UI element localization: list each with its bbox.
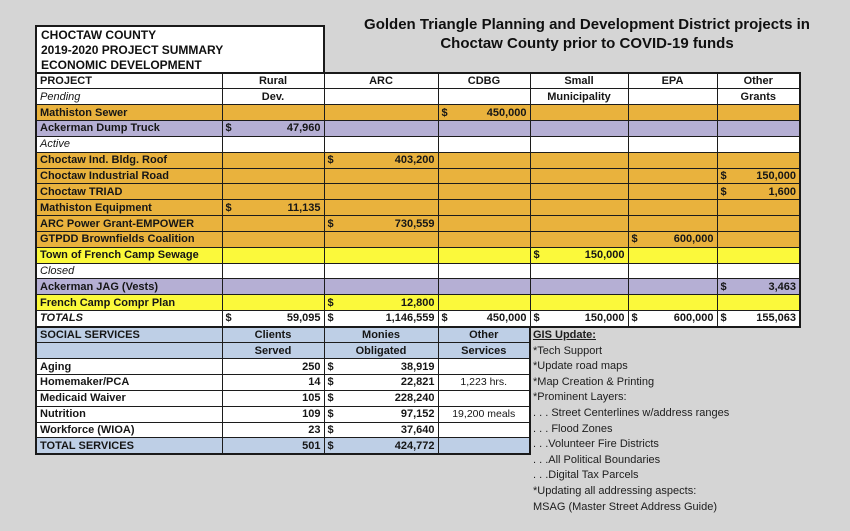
monies-obligated-cell	[324, 422, 438, 438]
column-subheader: Municipality	[530, 89, 628, 105]
amount-cell	[438, 121, 530, 137]
amount-cell	[530, 279, 628, 295]
column-subheader: Served	[222, 343, 324, 359]
amount-value: 150,000	[584, 312, 625, 325]
social-services-table	[35, 326, 531, 455]
amount-cell	[324, 121, 438, 137]
social-subheader-row	[36, 343, 530, 359]
monies-obligated-cell	[324, 359, 438, 375]
project-row	[36, 184, 800, 200]
amount-cell	[324, 216, 438, 232]
amount-value: 150,000	[584, 249, 625, 262]
column-subheader	[628, 89, 717, 105]
amount-value: 38,919	[400, 360, 435, 373]
amount-value: 3,463	[768, 280, 796, 293]
amount-cell	[438, 311, 530, 327]
amount-cell	[530, 263, 628, 279]
currency-symbol: $	[720, 185, 727, 198]
other-services-cell: 19,200 meals	[438, 406, 530, 422]
amount-cell	[438, 152, 530, 168]
social-row	[36, 406, 530, 422]
amount-value: 155,063	[756, 312, 796, 325]
project-name: Choctaw TRIAD	[36, 184, 222, 200]
column-header: Other	[717, 73, 800, 89]
amount-value: 600,000	[673, 233, 714, 246]
amount-cell	[324, 279, 438, 295]
currency-symbol: $	[327, 408, 334, 421]
gis-note-line: . . .Volunteer Fire Districts	[533, 438, 659, 451]
column-header: Monies	[324, 327, 438, 343]
social-row	[36, 375, 530, 391]
amount-cell	[530, 136, 628, 152]
summary-line-county: CHOCTAW COUNTY	[41, 28, 157, 42]
amount-value: 22,821	[400, 376, 435, 389]
currency-symbol: $	[327, 154, 334, 167]
amount-value: 1,600	[768, 185, 796, 198]
column-subheader	[438, 89, 530, 105]
monies-obligated-cell	[324, 406, 438, 422]
currency-symbol: $	[631, 312, 638, 325]
project-row	[36, 121, 800, 137]
amount-cell	[530, 295, 628, 311]
column-header: Other	[438, 327, 530, 343]
category-label: Active	[36, 136, 222, 152]
amount-cell	[324, 247, 438, 263]
column-subheader: Dev.	[222, 89, 324, 105]
amount-cell	[717, 136, 800, 152]
service-name: Medicaid Waiver	[36, 390, 222, 406]
project-name: Choctaw Industrial Road	[36, 168, 222, 184]
gis-note-line: . . . Street Centerlines w/address ranges	[533, 406, 730, 419]
project-row	[36, 200, 800, 216]
project-row	[36, 216, 800, 232]
amount-cell	[628, 311, 717, 327]
amount-cell	[717, 200, 800, 216]
column-subheader	[36, 343, 222, 359]
project-row	[36, 247, 800, 263]
amount-cell	[628, 184, 717, 200]
amount-cell	[438, 136, 530, 152]
monies-obligated-cell	[324, 375, 438, 391]
service-name: Workforce (WIOA)	[36, 422, 222, 438]
project-name: Ackerman JAG (Vests)	[36, 279, 222, 295]
summary-line-section: ECONOMIC DEVELOPMENT	[41, 58, 202, 72]
amount-cell	[222, 136, 324, 152]
amount-cell	[717, 152, 800, 168]
amount-cell	[717, 105, 800, 121]
amount-cell	[222, 263, 324, 279]
amount-value: 37,640	[400, 423, 435, 436]
gis-update-lines	[533, 344, 845, 516]
amount-value: 600,000	[673, 312, 714, 325]
clients-served-cell: 23	[222, 422, 324, 438]
currency-symbol: $	[720, 169, 727, 182]
social-row	[36, 422, 530, 438]
gis-note-line: *Map Creation & Printing	[533, 375, 655, 388]
amount-cell	[628, 136, 717, 152]
other-services-cell	[438, 359, 530, 375]
currency-symbol: $	[720, 280, 727, 293]
column-header: EPA	[628, 73, 717, 89]
amount-cell	[530, 247, 628, 263]
currency-symbol: $	[225, 201, 232, 214]
service-name: Aging	[36, 359, 222, 375]
category-label: Closed	[36, 263, 222, 279]
amount-cell	[530, 168, 628, 184]
amount-cell	[222, 105, 324, 121]
amount-cell	[628, 121, 717, 137]
amount-cell	[717, 121, 800, 137]
amount-cell	[717, 216, 800, 232]
project-name: ARC Power Grant-EMPOWER	[36, 216, 222, 232]
gis-note-line: *Updating all addressing aspects:	[533, 484, 697, 497]
amount-value: 450,000	[486, 312, 527, 325]
amount-cell	[222, 200, 324, 216]
column-header: SOCIAL SERVICES	[36, 327, 222, 343]
social-row	[36, 390, 530, 406]
project-row	[36, 168, 800, 184]
currency-symbol: $	[327, 439, 334, 452]
currency-symbol: $	[327, 392, 334, 405]
service-name: Homemaker/PCA	[36, 375, 222, 391]
gis-note-line: MSAG (Master Street Address Guide)	[533, 500, 718, 513]
amount-cell	[324, 136, 438, 152]
amount-cell	[438, 247, 530, 263]
column-header: CDBG	[438, 73, 530, 89]
amount-value: 59,095	[286, 312, 321, 325]
monies-obligated-cell	[324, 438, 438, 454]
amount-cell	[628, 105, 717, 121]
amount-cell	[438, 231, 530, 247]
amount-cell	[324, 231, 438, 247]
amount-cell	[628, 216, 717, 232]
column-header: Small	[530, 73, 628, 89]
projects-header-row	[36, 73, 800, 89]
summary-box	[35, 25, 325, 72]
amount-cell	[530, 216, 628, 232]
amount-cell	[717, 168, 800, 184]
project-row	[36, 231, 800, 247]
column-header: Rural	[222, 73, 324, 89]
project-name: GTPDD Brownfields Coalition	[36, 231, 222, 247]
amount-cell	[324, 263, 438, 279]
currency-symbol: $	[533, 249, 540, 262]
totals-row	[36, 311, 800, 327]
project-name: Ackerman Dump Truck	[36, 121, 222, 137]
gis-note-line: . . .All Political Boundaries	[533, 453, 661, 466]
project-name: Mathiston Equipment	[36, 200, 222, 216]
amount-value: 450,000	[486, 106, 527, 119]
amount-cell	[324, 152, 438, 168]
amount-cell	[628, 263, 717, 279]
amount-cell	[530, 231, 628, 247]
amount-cell	[222, 152, 324, 168]
amount-cell	[717, 263, 800, 279]
amount-cell	[438, 200, 530, 216]
amount-cell	[324, 295, 438, 311]
amount-cell	[222, 311, 324, 327]
column-header: Clients	[222, 327, 324, 343]
currency-symbol: $	[631, 233, 638, 246]
amount-cell	[530, 311, 628, 327]
column-header: ARC	[324, 73, 438, 89]
amount-cell	[628, 168, 717, 184]
project-row	[36, 105, 800, 121]
clients-served-cell: 14	[222, 375, 324, 391]
other-services-cell	[438, 438, 530, 454]
project-name: French Camp Compr Plan	[36, 295, 222, 311]
amount-cell	[530, 105, 628, 121]
amount-cell	[530, 184, 628, 200]
amount-value: 1,146,559	[385, 312, 435, 325]
amount-cell	[222, 184, 324, 200]
amount-cell	[438, 105, 530, 121]
amount-cell	[717, 311, 800, 327]
currency-symbol: $	[533, 312, 540, 325]
service-name: TOTAL SERVICES	[36, 438, 222, 454]
project-row	[36, 263, 800, 279]
project-name: Choctaw Ind. Bldg. Roof	[36, 152, 222, 168]
currency-symbol: $	[327, 423, 334, 436]
column-subheader	[324, 89, 438, 105]
service-name: Nutrition	[36, 406, 222, 422]
monies-obligated-cell	[324, 390, 438, 406]
amount-cell	[717, 184, 800, 200]
column-subheader: Grants	[717, 89, 800, 105]
amount-value: 150,000	[756, 169, 796, 182]
amount-value: 228,240	[394, 392, 435, 405]
gis-note-line: . . .Digital Tax Parcels	[533, 469, 639, 482]
other-services-cell	[438, 390, 530, 406]
project-name: TOTALS	[36, 311, 222, 327]
amount-cell	[628, 152, 717, 168]
clients-served-cell: 105	[222, 390, 324, 406]
amount-cell	[222, 295, 324, 311]
amount-cell	[717, 279, 800, 295]
amount-cell	[628, 200, 717, 216]
amount-value: 424,772	[394, 439, 435, 452]
gis-note-line: *Prominent Layers:	[533, 391, 627, 404]
amount-value: 730,559	[394, 217, 435, 230]
amount-cell	[628, 295, 717, 311]
currency-symbol: $	[327, 376, 334, 389]
currency-symbol: $	[441, 106, 448, 119]
gis-note-line: *Update road maps	[533, 360, 628, 373]
amount-cell	[438, 279, 530, 295]
amount-cell	[324, 200, 438, 216]
amount-cell	[628, 279, 717, 295]
amount-cell	[530, 121, 628, 137]
project-name: Mathiston Sewer	[36, 105, 222, 121]
amount-cell	[717, 295, 800, 311]
other-services-cell	[438, 422, 530, 438]
currency-symbol: $	[720, 312, 727, 325]
project-name: Town of French Camp Sewage	[36, 247, 222, 263]
column-subheader: Services	[438, 343, 530, 359]
amount-cell	[438, 168, 530, 184]
gis-note-line: . . . Flood Zones	[533, 422, 613, 435]
other-services-cell: 1,223 hrs.	[438, 375, 530, 391]
amount-cell	[222, 247, 324, 263]
amount-cell	[628, 247, 717, 263]
amount-value: 47,960	[286, 122, 321, 135]
amount-cell	[717, 231, 800, 247]
amount-cell	[438, 216, 530, 232]
amount-cell	[530, 200, 628, 216]
amount-cell	[438, 263, 530, 279]
project-row	[36, 295, 800, 311]
amount-value: 12,800	[400, 296, 435, 309]
projects-table	[35, 72, 801, 328]
amount-cell	[222, 279, 324, 295]
amount-cell	[324, 105, 438, 121]
clients-served-cell: 109	[222, 406, 324, 422]
column-subheader: Obligated	[324, 343, 438, 359]
amount-cell	[222, 121, 324, 137]
amount-cell	[324, 184, 438, 200]
amount-cell	[222, 231, 324, 247]
amount-cell	[438, 184, 530, 200]
amount-cell	[530, 152, 628, 168]
gis-update-heading: GIS Update:	[533, 329, 596, 341]
amount-cell	[628, 231, 717, 247]
currency-symbol: $	[327, 360, 334, 373]
project-row	[36, 152, 800, 168]
currency-symbol: $	[327, 296, 334, 309]
page-title	[328, 15, 846, 53]
amount-cell	[717, 247, 800, 263]
gis-note-line: *Tech Support	[533, 344, 603, 357]
currency-symbol: $	[225, 312, 232, 325]
currency-symbol: $	[225, 122, 232, 135]
gis-update-notes	[533, 328, 845, 515]
currency-symbol: $	[327, 312, 334, 325]
amount-cell	[438, 295, 530, 311]
currency-symbol: $	[327, 217, 334, 230]
project-row	[36, 136, 800, 152]
category-label: Pending	[36, 89, 222, 105]
column-header: PROJECT	[36, 73, 222, 89]
amount-value: 97,152	[400, 408, 435, 421]
amount-cell	[324, 168, 438, 184]
social-total-row	[36, 438, 530, 454]
amount-value: 403,200	[394, 154, 435, 167]
project-row	[36, 279, 800, 295]
social-row	[36, 359, 530, 375]
amount-cell	[324, 311, 438, 327]
amount-value: 11,135	[287, 201, 321, 214]
summary-line-period: 2019-2020 PROJECT SUMMARY	[41, 43, 224, 57]
currency-symbol: $	[441, 312, 448, 325]
amount-cell	[222, 216, 324, 232]
projects-subheader-row	[36, 89, 800, 105]
amount-cell	[222, 168, 324, 184]
page-title-line2: Choctaw County prior to COVID-19 funds	[440, 35, 734, 52]
page-title-line1: Golden Triangle Planning and Development District projects in	[364, 16, 810, 33]
clients-served-cell: 250	[222, 359, 324, 375]
social-header-row	[36, 327, 530, 343]
clients-served-cell: 501	[222, 438, 324, 454]
